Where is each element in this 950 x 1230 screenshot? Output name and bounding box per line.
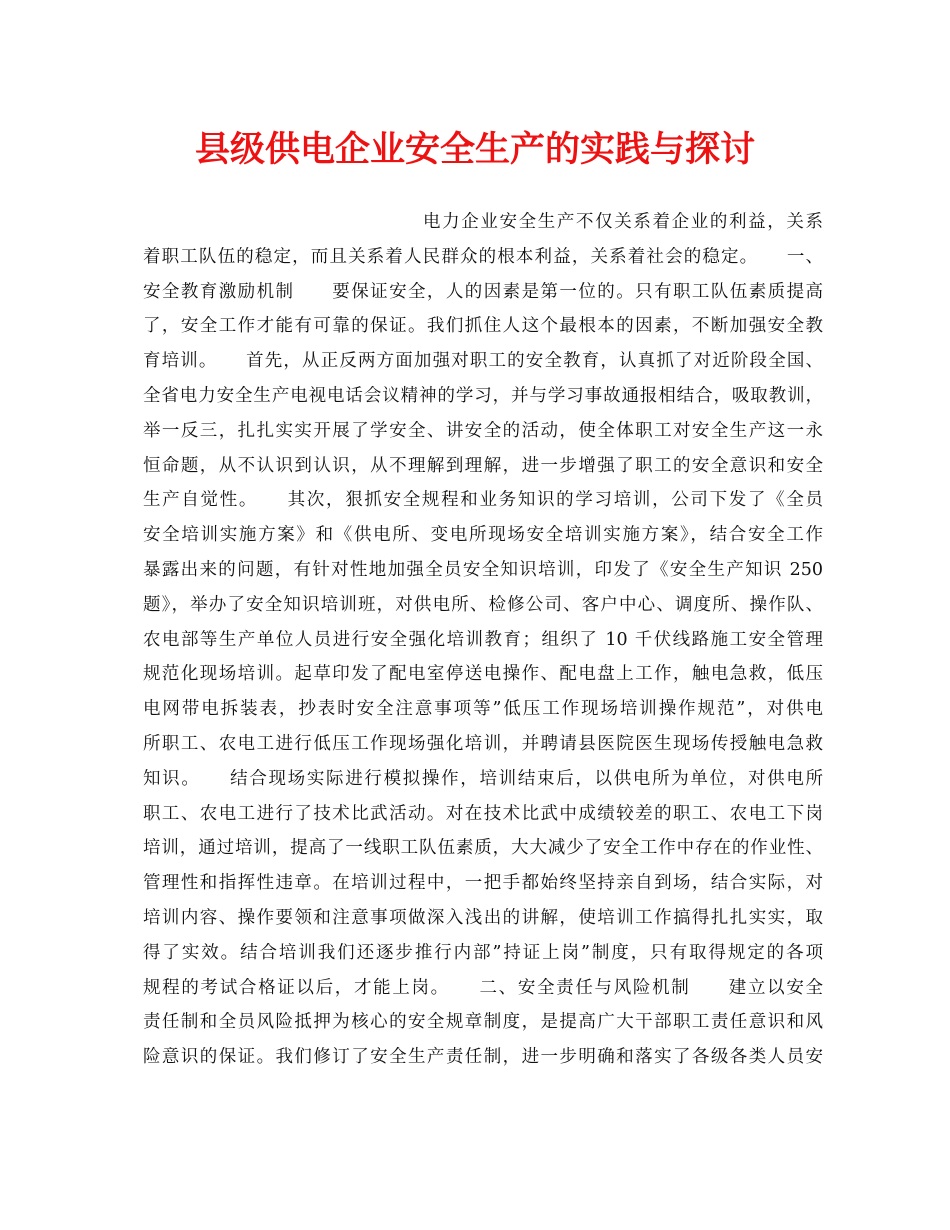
body-line: 电网带电拆装表，抄表时安全注意事项等”低压工作现场培训操作规范”，对供电 (143, 699, 823, 720)
body-line: 规范化现场培训。起草印发了配电室停送电操作、配电盘上工作，触电急救，低压 (143, 664, 823, 685)
body-line: 生产自觉性。 其次，狠抓安全规程和业务知识的学习培训，公司下发了《全员 (143, 490, 823, 511)
body-line: 着职工队伍的稳定，而且关系着人民群众的根本利益，关系着社会的稳定。 一、 (143, 246, 823, 267)
body-line: 育培训。 首先，从正反两方面加强对职工的安全教育，认真抓了对近阶段全国、 (143, 351, 823, 372)
body-line: 险意识的保证。我们修订了安全生产责任制，进一步明确和落实了各级各类人员安 (143, 1047, 823, 1068)
body-line: 培训内容、操作要领和注意事项做深入浅出的讲解，使培训工作搞得扎扎实实，取 (143, 907, 823, 928)
body-line: 安全教育激励机制 要保证安全，人的因素是第一位的。只有职工队伍素质提高 (143, 281, 823, 302)
body-line: 责任制和全员风险抵押为核心的安全规章制度，是提高广大干部职工责任意识和风 (143, 1012, 823, 1033)
body-line: 职工、农电工进行了技术比武活动。对在技术比武中成绩较差的职工、农电工下岗 (143, 803, 823, 824)
body-line: 暴露出来的问题，有针对性地加强全员安全知识培训，印发了《安全生产知识 250 (143, 559, 823, 580)
body-line: 规程的考试合格证以后，才能上岗。 二、安全责任与风险机制 建立以安全 (143, 977, 823, 998)
body-line: 全省电力安全生产电视电话会议精神的学习，并与学习事故通报相结合，吸取教训， (143, 385, 823, 406)
body-line: 知识。 结合现场实际进行模拟操作，培训结束后，以供电所为单位，对供电所 (143, 768, 823, 789)
body-line: 题》，举办了安全知识培训班，对供电所、检修公司、客户中心、调度所、操作队、 (143, 594, 823, 615)
body-line: 安全培训实施方案》和《供电所、变电所现场安全培训实施方案》，结合安全工作 (143, 525, 823, 546)
body-line: 了，安全工作才能有可靠的保证。我们抓住人这个最根本的因素，不断加强安全教 (143, 316, 823, 337)
document-body (143, 205, 823, 1075)
body-line: 所职工、农电工进行低压工作现场强化培训，并聘请县医院医生现场传授触电急救 (143, 733, 823, 754)
body-line: 培训，通过培训，提高了一线职工队伍素质，大大减少了安全工作中存在的作业性、 (143, 838, 823, 859)
body-line: 举一反三，扎扎实实开展了学安全、讲安全的活动，使全体职工对安全生产这一永 (143, 420, 823, 441)
body-line: 农电部等生产单位人员进行安全强化培训教育；组织了 10 千伏线路施工安全管理 (143, 629, 823, 650)
body-line: 恒命题，从不认识到认识，从不理解到理解，进一步增强了职工的安全意识和安全 (143, 455, 823, 476)
body-line: 管理性和指挥性违章。在培训过程中，一把手都始终坚持亲自到场，结合实际，对 (143, 873, 823, 894)
body-line: 电力企业安全生产不仅关系着企业的利益，关系 (423, 212, 823, 232)
body-line: 得了实效。结合培训我们还逐步推行内部”持证上岗”制度，只有取得规定的各项 (143, 942, 823, 963)
document-title: 县级供电企业安全生产的实践与探讨 (194, 129, 755, 170)
